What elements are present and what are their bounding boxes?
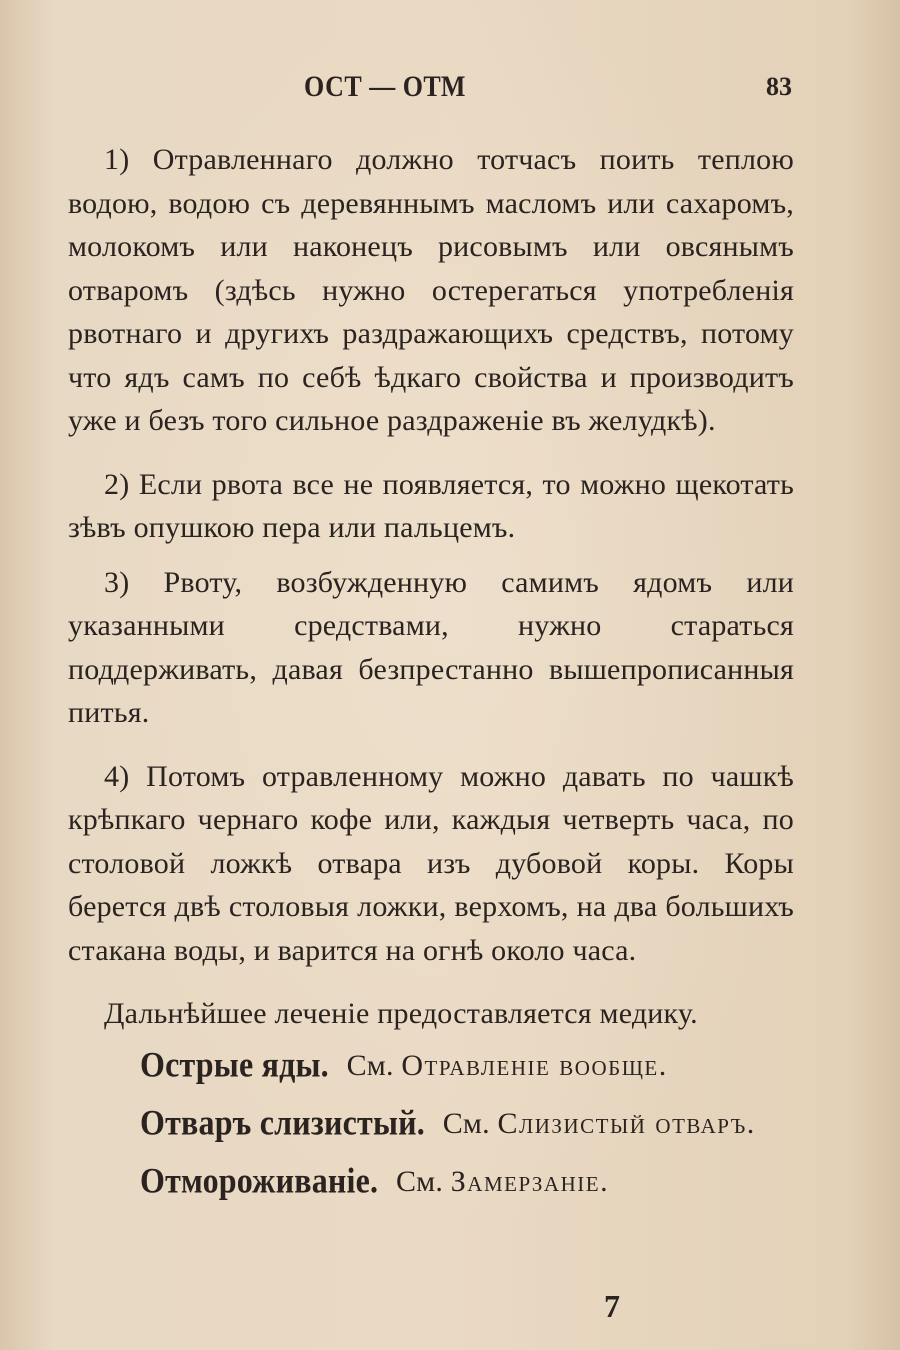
entry-term: Отмороживаніе. xyxy=(140,1159,379,1200)
paragraph-3: 3) Рвоту, возбужденную самимъ ядомъ или указанными средствами, нужно стараться поддерживать, давая безпрестанно вышепрописанныя питья. xyxy=(68,565,794,729)
entry-reference: Замерзаніе. xyxy=(450,1164,610,1198)
entry-reference: Слизистый отваръ. xyxy=(497,1106,756,1140)
page-number: 83 xyxy=(766,72,792,101)
entry-see: См. xyxy=(346,1048,394,1082)
paragraph-2: 2) Если рвота все не появляется, то можно щекотать зѣвъ опушкою пера или пальцемъ. xyxy=(68,467,794,544)
paragraph-5: Дальнѣйшее леченіе предоставляется медику. xyxy=(104,997,698,1030)
dictionary-entry xyxy=(68,1036,794,1094)
entry-reference: Отравленіе вообще. xyxy=(401,1048,668,1082)
entry-see: См. xyxy=(395,1164,444,1198)
entry-see: См. xyxy=(442,1106,490,1140)
body-text xyxy=(68,138,794,1210)
running-head: ОСТ — ОТМ xyxy=(304,69,466,104)
paragraph-4: 4) Потомъ отравленному можно давать по чашкѣ крѣпкаго чернаго кофе или, каждыя четверть часа, по столовой ложкѣ отвара изъ дубовой коры. Коры берется двѣ столовыя ложки, верхомъ, на два большихъ стакана воды, и варится на огнѣ около часа. xyxy=(68,759,794,967)
page-header xyxy=(0,69,900,112)
entry-term: Острые яды. xyxy=(140,1043,329,1084)
dictionary-entry xyxy=(68,1094,794,1152)
dictionary-entry xyxy=(68,1152,794,1210)
paragraph-1: 1) Отравленнаго должно тотчасъ поить теплою водою, водою съ деревяннымъ масломъ или сахаромъ, молокомъ или наконецъ рисовымъ или овсянымъ отваромъ (здѣсь нужно остерегаться употребленія рвотнаго и другихъ раздражающихъ средствъ, потому что ядъ самъ по себѣ ѣдкаго свойства и производитъ уже и безъ того сильное раздраженіе въ желудкѣ). xyxy=(68,143,794,437)
entry-term: Отваръ слизистый. xyxy=(140,1101,425,1142)
signature-mark: 7 xyxy=(604,1288,620,1324)
